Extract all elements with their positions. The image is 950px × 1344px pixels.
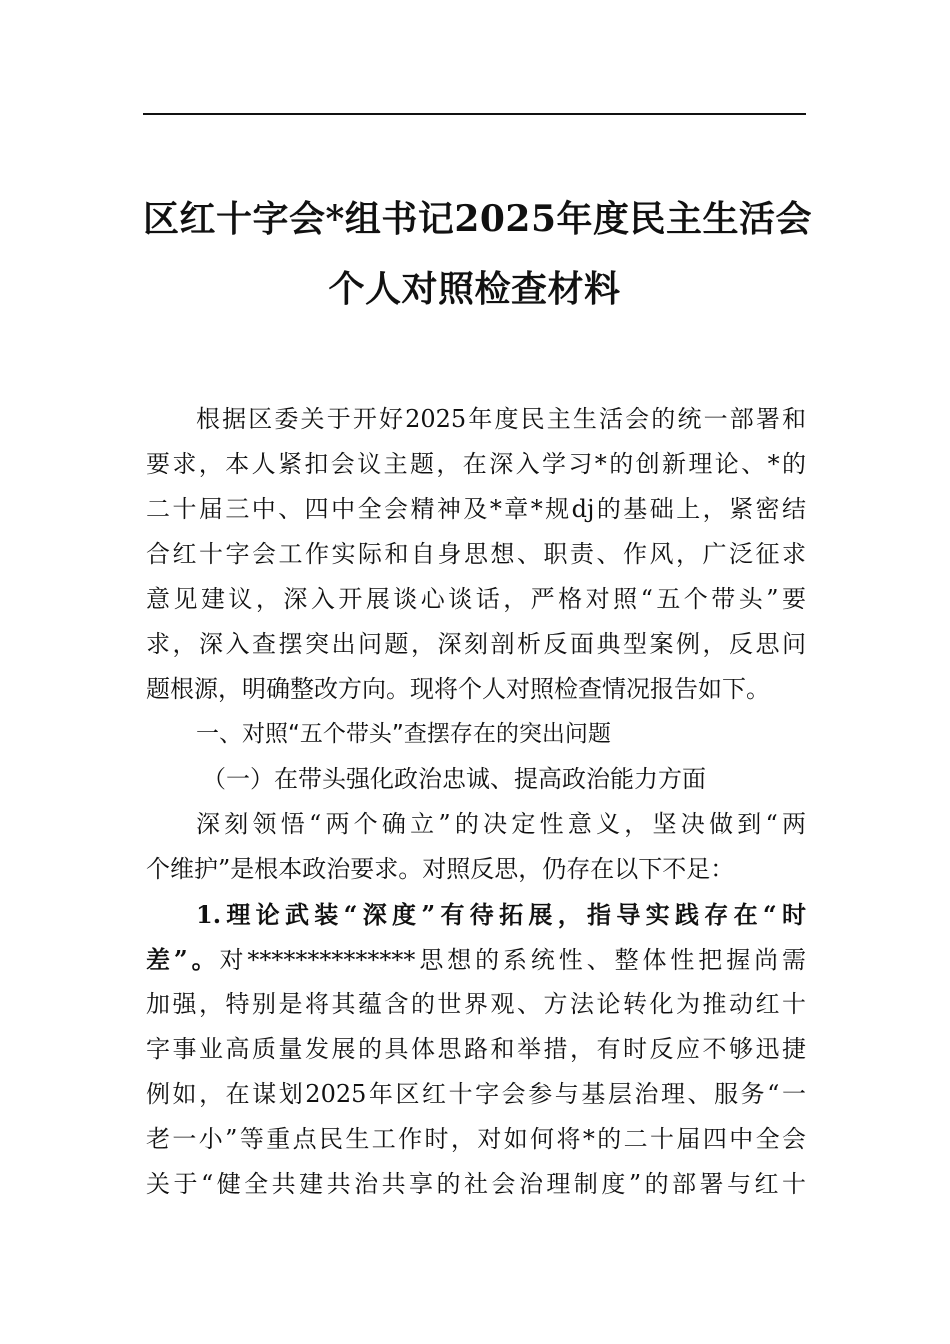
point-paragraph-line: 字事业高质量发展的具体思路和举措，有时反应不够迅捷 [146,1035,806,1063]
point-heading-tail: 差”。 [146,945,220,974]
document-title-line-2: 个人对照检查材料 [328,268,621,310]
section-heading: 一、对照“五个带头”查摆存在的突出问题 [196,721,611,747]
header-rule [143,113,806,115]
point-paragraph-line: 老一小”等重点民生工作时，对如何将*的二十届四中全会 [146,1125,806,1153]
point-paragraph-line: 加强，特别是将其蕴含的世界观、方法论转化为推动红十 [146,990,806,1018]
document-body [146,397,806,1207]
subsection-paragraph-line: 深刻领悟“两个确立”的决定性意义，坚决做到“两 [196,810,806,838]
point-text: 对**************思想的系统性、整体性把握尚需 [219,946,806,974]
document-title-line-1: 区红十字会*组书记2025年度民主生活会 [143,198,813,240]
intro-paragraph-line: 要求，本人紧扣会议主题，在深入学习*的创新理论、*的 [146,450,806,478]
intro-paragraph-line: 合红十字会工作实际和自身思想、职责、作风，广泛征求 [146,540,806,568]
intro-paragraph-line: 意见建议，深入开展谈心谈话，严格对照“五个带头”要 [146,585,806,613]
point-paragraph-line [146,937,806,982]
intro-paragraph-line: 二十届三中、四中全会精神及*章*规dj的基础上，紧密结 [146,495,806,523]
subsection-heading: （一）在带头强化政治忠诚、提高政治能力方面 [202,765,706,793]
point-paragraph-line: 例如，在谋划2025年区红十字会参与基层治理、服务“一 [146,1080,806,1108]
subsection-paragraph-line: 个维护”是根本政治要求。对照反思，仍存在以下不足： [146,855,735,883]
point-paragraph-line: 关于“健全共建共治共享的社会治理制度”的部署与红十 [146,1170,806,1198]
intro-paragraph-line: 求，深入查摆突出问题，深刻剖析反面典型案例，反思问 [146,630,806,658]
intro-paragraph-line: 根据区委关于开好2025年度民主生活会的统一部署和 [196,405,806,433]
intro-paragraph-line: 题根源，明确整改方向。现将个人对照检查情况报告如下。 [146,675,770,703]
point-heading-line: 1.理论武装“深度”有待拓展，指导实践存在“时 [196,900,806,929]
